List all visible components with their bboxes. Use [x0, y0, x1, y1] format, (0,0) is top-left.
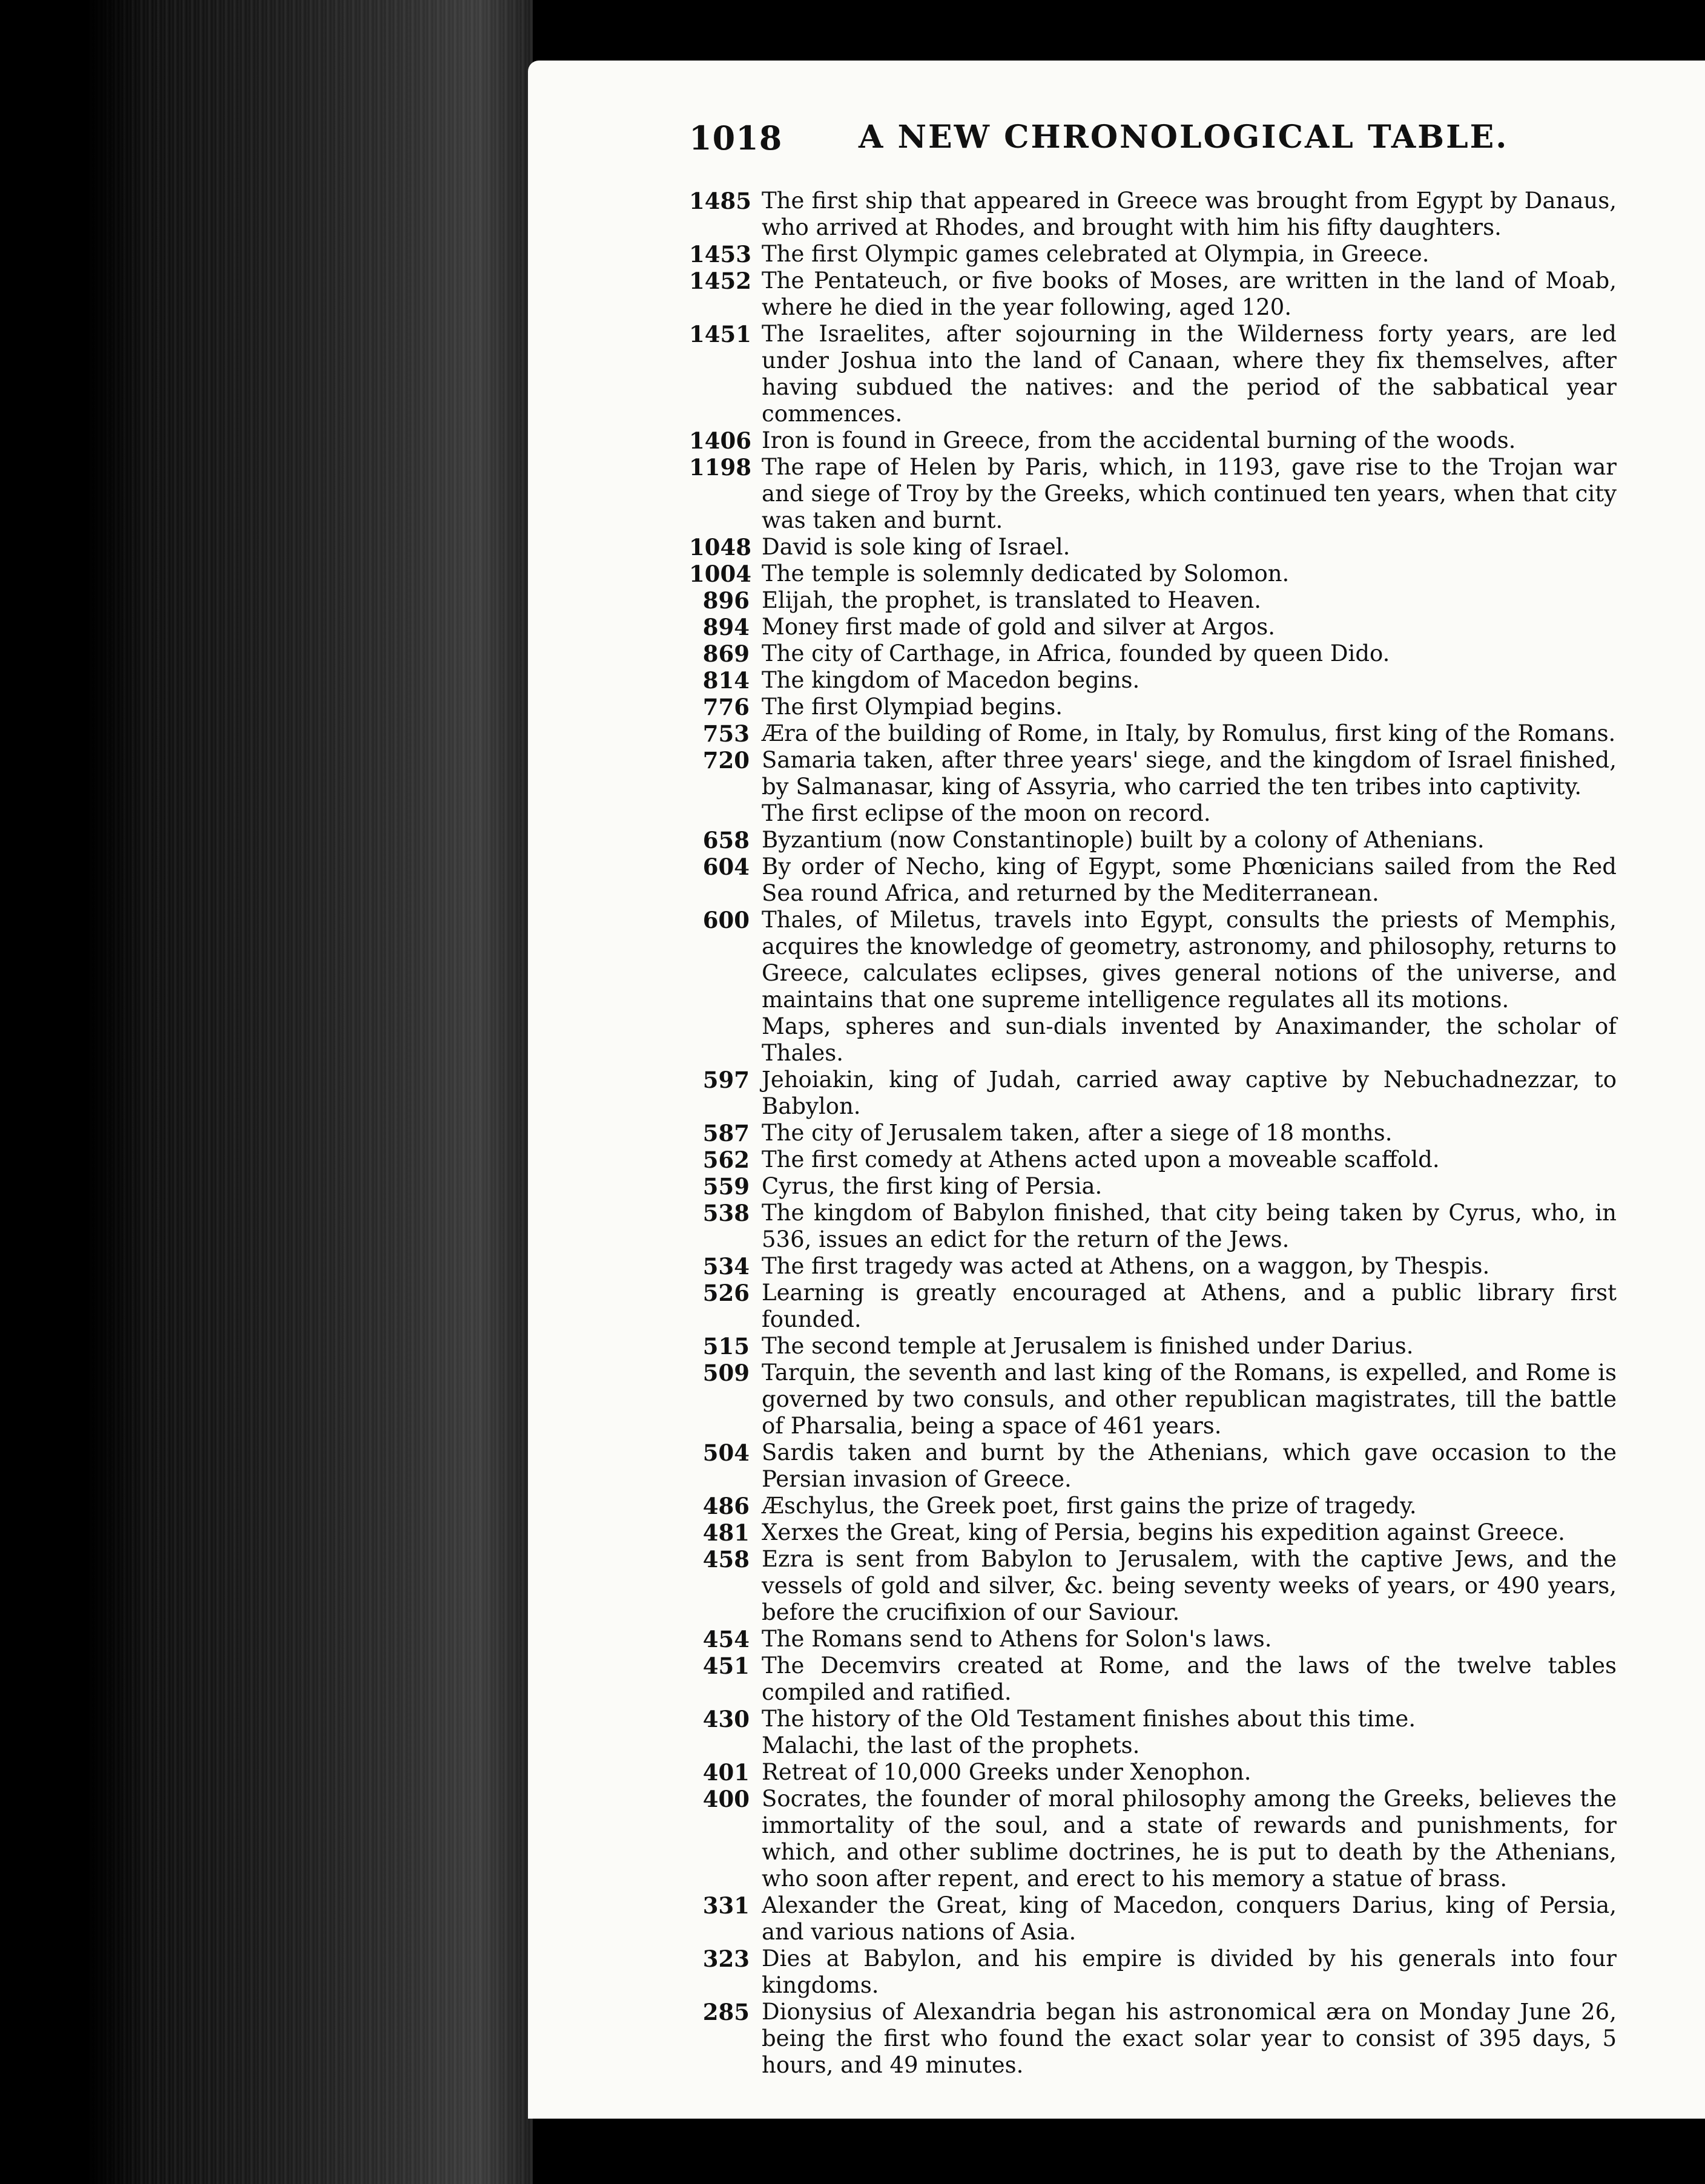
- page-number: 1018: [689, 119, 783, 157]
- entry-year: 509: [702, 1360, 750, 1386]
- entry-text: David is sole king of Israel.: [762, 534, 1070, 560]
- entry-text: Cyrus, the first king of Persia.: [762, 1173, 1103, 1199]
- entry-text: The temple is solemnly dedicated by Solomon.: [762, 561, 1290, 587]
- chronology-entry: [689, 1146, 1617, 1173]
- chronology-entry: [689, 1759, 1617, 1786]
- entry-text: Sardis taken and burnt by the Athenians, which gave occasion to the Persian invasion of Greece.: [762, 1439, 1617, 1492]
- entry-text: The Pentateuch, or five books of Moses, are written in the land of Moab, where he died in the year following, aged 120.: [762, 268, 1617, 320]
- entry-year: 285: [702, 1999, 750, 2025]
- entry-year: 515: [702, 1333, 750, 1360]
- entry-year: 1198: [689, 454, 751, 481]
- entry-text: Samaria taken, after three years' siege, and the kingdom of Israel finished, by Salmanasar, king of Assyria, who carried the ten tribes into captivity.: [762, 747, 1617, 800]
- chronology-entry: [689, 1253, 1617, 1280]
- entry-text: Dionysius of Alexandria began his astronomical æra on Monday June 26, being the first who found the exact solar year to consist of 395 days, 5 hours, and 49 minutes.: [762, 1999, 1617, 2078]
- entry-year: 458: [702, 1546, 750, 1573]
- chronology-entry: [689, 1519, 1617, 1546]
- chronology-entry: [689, 1892, 1617, 1946]
- chronology-entry: [689, 1732, 1617, 1759]
- chronology-entry: [689, 1013, 1617, 1067]
- entry-year: 451: [702, 1653, 750, 1679]
- entry-text: Byzantium (now Constantinople) built by a colony of Athenians.: [762, 827, 1485, 853]
- entry-year: 331: [702, 1892, 750, 1919]
- chronology-entry: [689, 1280, 1617, 1333]
- entry-text: Money first made of gold and silver at Argos.: [762, 614, 1276, 640]
- entry-text: The first comedy at Athens acted upon a moveable scaffold.: [762, 1146, 1440, 1173]
- entry-text: Retreat of 10,000 Greeks under Xenophon.: [762, 1759, 1252, 1785]
- chronology-entry: [689, 800, 1617, 827]
- chronology-entry: [689, 1173, 1617, 1200]
- entry-year: 869: [702, 640, 750, 667]
- page-header: [689, 119, 1609, 179]
- entry-text: Iron is found in Greece, from the accidental burning of the woods.: [762, 427, 1516, 453]
- entry-year: 1485: [689, 188, 751, 214]
- entry-year: 538: [702, 1200, 750, 1226]
- entry-text: The kingdom of Macedon begins.: [762, 667, 1140, 693]
- chronology-entry: [689, 720, 1617, 747]
- entry-year: 604: [702, 854, 750, 880]
- entry-text: The city of Carthage, in Africa, founded by queen Dido.: [762, 640, 1390, 666]
- entry-text: The first tragedy was acted at Athens, on a waggon, by Thespis.: [762, 1253, 1490, 1279]
- entry-text: The kingdom of Babylon finished, that city being taken by Cyrus, who, in 536, issues an edict for the return of the Jews.: [762, 1200, 1617, 1252]
- entry-year: 720: [702, 747, 750, 774]
- entry-year: 896: [702, 587, 750, 614]
- chronology-entry: [689, 587, 1617, 614]
- entry-text: The Decemvirs created at Rome, and the laws of the twelve tables compiled and ratified.: [762, 1653, 1617, 1705]
- scan-shadow: [0, 0, 145, 2184]
- chronology-entry: [689, 1786, 1617, 1892]
- chronology-entry: [689, 667, 1617, 694]
- entry-text: The second temple at Jerusalem is finished under Darius.: [762, 1333, 1414, 1359]
- entry-year: 526: [702, 1280, 750, 1306]
- entry-year: 587: [702, 1120, 750, 1146]
- entry-year: 534: [702, 1253, 750, 1280]
- entry-text: Maps, spheres and sun-dials invented by Anaximander, the scholar of Thales.: [762, 1013, 1617, 1066]
- entry-year: 1406: [689, 427, 751, 454]
- chronology-list: [689, 188, 1617, 2079]
- entry-year: 454: [702, 1626, 750, 1653]
- chronology-entry: [689, 1120, 1617, 1146]
- chronology-entry: [689, 241, 1617, 268]
- entry-text: The rape of Helen by Paris, which, in 1193, gave rise to the Trojan war and siege of Troy by the Greeks, which continued ten years, when that city was taken and burnt.: [762, 454, 1617, 533]
- chronology-entry: [689, 534, 1617, 561]
- chronology-entry: [689, 1546, 1617, 1626]
- page-title: A NEW CHRONOLOGICAL TABLE.: [859, 119, 1509, 156]
- chronology-entry: [689, 1626, 1617, 1653]
- chronology-entry: [689, 1360, 1617, 1439]
- entry-text: The first eclipse of the moon on record.: [762, 800, 1211, 826]
- chronology-entry: [689, 1067, 1617, 1120]
- entry-year: 1452: [689, 268, 751, 294]
- entry-year: 400: [702, 1786, 750, 1812]
- chronology-entry: [689, 1439, 1617, 1493]
- entry-year: 597: [702, 1067, 750, 1093]
- chronology-entry: [689, 1653, 1617, 1706]
- entry-year: 1451: [689, 321, 751, 347]
- entry-year: 559: [702, 1173, 750, 1200]
- entry-text: The history of the Old Testament finishes about this time.: [762, 1706, 1416, 1732]
- entry-text: Alexander the Great, king of Macedon, conquers Darius, king of Persia, and various nations of Asia.: [762, 1892, 1617, 1945]
- entry-year: 401: [702, 1759, 750, 1786]
- entry-text: The city of Jerusalem taken, after a siege of 18 months.: [762, 1120, 1393, 1146]
- chronology-entry: [689, 827, 1617, 854]
- entry-text: Xerxes the Great, king of Persia, begins his expedition against Greece.: [762, 1519, 1565, 1545]
- entry-text: Thales, of Miletus, travels into Egypt, consults the priests of Memphis, acquires the knowledge of geometry, astronomy, and philosophy, returns to Greece, calculates eclipses, gives general notions of the universe, and maintains that one supreme intelligence regulates all its motions.: [762, 907, 1617, 1013]
- chronology-entry: [689, 907, 1617, 1013]
- entry-text: Dies at Babylon, and his empire is divided by his generals into four kingdoms.: [762, 1946, 1617, 1998]
- entry-year: 430: [702, 1706, 750, 1732]
- chronology-entry: [689, 454, 1617, 534]
- chronology-entry: [689, 614, 1617, 640]
- chronology-entry: [689, 854, 1617, 907]
- entry-year: 1004: [689, 561, 751, 587]
- entry-year: 504: [702, 1439, 750, 1466]
- entry-text: The first Olympic games celebrated at Olympia, in Greece.: [762, 241, 1430, 267]
- entry-year: 323: [702, 1946, 750, 1972]
- entry-year: 486: [702, 1493, 750, 1519]
- chronology-entry: [689, 747, 1617, 800]
- entry-text: Elijah, the prophet, is translated to Heaven.: [762, 587, 1262, 613]
- entry-year: 562: [702, 1146, 750, 1173]
- entry-year: 753: [702, 720, 750, 747]
- entry-text: Learning is greatly encouraged at Athens, and a public library first founded.: [762, 1280, 1617, 1332]
- chronology-entry: [689, 1493, 1617, 1519]
- entry-year: 481: [702, 1519, 750, 1546]
- entry-text: Malachi, the last of the prophets.: [762, 1732, 1140, 1758]
- entry-year: 658: [702, 827, 750, 854]
- entry-text: The first ship that appeared in Greece was brought from Egypt by Danaus, who arrived at Rhodes, and brought with him his fifty daughters.: [762, 188, 1617, 240]
- chronology-entry: [689, 694, 1617, 720]
- entry-year: 776: [702, 694, 750, 720]
- entry-year: 894: [702, 614, 750, 640]
- entry-text: By order of Necho, king of Egypt, some Phœnicians sailed from the Red Sea round Africa, and returned by the Mediterranean.: [762, 854, 1617, 906]
- chronology-entry: [689, 1999, 1617, 2079]
- entry-text: The Romans send to Athens for Solon's laws.: [762, 1626, 1272, 1652]
- chronology-entry: [689, 188, 1617, 241]
- chronology-entry: [689, 268, 1617, 321]
- chronology-entry: [689, 640, 1617, 667]
- entry-text: The first Olympiad begins.: [762, 694, 1063, 720]
- entry-text: Socrates, the founder of moral philosophy among the Greeks, believes the immortality of the soul, and a state of rewards and punishments, for which, and other sublime doctrines, he is put to death by the Athenians, who soon after repent, and erect to his memory a statue of brass.: [762, 1786, 1617, 1892]
- entry-year: 600: [702, 907, 750, 933]
- chronology-entry: [689, 1333, 1617, 1360]
- chronology-entry: [689, 1706, 1617, 1732]
- entry-text: Jehoiakin, king of Judah, carried away captive by Nebuchadnezzar, to Babylon.: [762, 1067, 1617, 1119]
- chronology-entry: [689, 321, 1617, 427]
- chronology-entry: [689, 1946, 1617, 1999]
- entry-year: 1453: [689, 241, 751, 268]
- entry-text: Tarquin, the seventh and last king of the Romans, is expelled, and Rome is governed by two consuls, and other republican magistrates, till the battle of Pharsalia, being a space of 461 years.: [762, 1360, 1617, 1439]
- entry-text: Æschylus, the Greek poet, first gains the prize of tragedy.: [762, 1493, 1417, 1519]
- chronology-entry: [689, 427, 1617, 454]
- entry-text: The Israelites, after sojourning in the Wilderness forty years, are led under Joshua into the land of Canaan, where they fix themselves, after having subdued the natives: and the period of the sabbatical year commences.: [762, 321, 1617, 427]
- chronology-entry: [689, 1200, 1617, 1253]
- entry-year: 1048: [689, 534, 751, 561]
- chronology-entry: [689, 561, 1617, 587]
- entry-text: Æra of the building of Rome, in Italy, by Romulus, first king of the Romans.: [762, 720, 1616, 746]
- entry-text: Ezra is sent from Babylon to Jerusalem, with the captive Jews, and the vessels of gold and silver, &c. being seventy weeks of years, or 490 years, before the crucifixion of our Saviour.: [762, 1546, 1617, 1625]
- entry-year: 814: [702, 667, 750, 694]
